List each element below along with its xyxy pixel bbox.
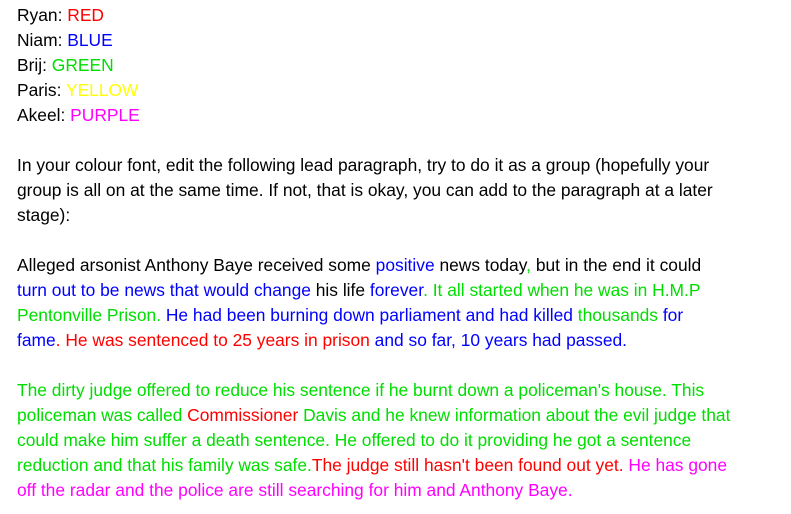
text-run: The dirty judge offered to reduce his sentence if he burnt down a policeman's house. This [17,380,705,400]
text-run: news today [434,255,527,275]
text-run: positive [375,255,435,275]
student-name: Ryan: [17,5,68,25]
assigned-colour: BLUE [67,30,113,50]
paragraph-line [17,253,777,278]
student-name: Paris: [17,80,66,100]
paragraph-line [17,403,777,428]
text-run: . He was sentenced to 25 years in prison [55,330,370,350]
text-run: thousands [577,305,659,325]
text-run: The judge still hasn't been found out yet. [311,455,624,475]
assigned-colour: RED [67,5,104,25]
instruction-line: stage): [17,205,71,225]
text-run: policeman was called [17,405,188,425]
text-run: He had been burning down parliament and had killed [165,305,578,325]
text-run: . It all started when he was in H.M.P [423,280,701,300]
student-name: Brij: [17,55,52,75]
paragraph-line [17,428,777,453]
assignment-line [17,103,777,128]
second-paragraph [17,378,777,503]
assigned-colour: YELLOW [65,80,139,100]
color-assignments [17,3,777,128]
text-run: but in the end it could [530,255,702,275]
paragraph-line [17,278,777,303]
assignment-line [17,53,777,78]
paragraph-line [17,378,777,403]
text-run: He has gone [623,455,728,475]
assignment-line [17,78,777,103]
assigned-colour: GREEN [51,55,114,75]
text-run: off the radar and the police are still searching for him and Anthony Baye. [17,480,573,500]
instructions-paragraph [17,153,777,228]
paragraph-line [17,478,777,503]
instruction-line: In your colour font, edit the following lead paragraph, try to do it as a group (hopefully your [17,155,710,175]
text-run: fame [17,330,56,350]
assigned-colour: PURPLE [70,105,140,125]
text-run: Alleged arsonist Anthony Baye received some [17,255,376,275]
student-name: Niam: [17,30,68,50]
instruction-line: group is all on at the same time. If not, that is okay, you can add to the paragraph at a later [17,180,713,200]
text-run: for [658,305,684,325]
text-run: Pentonville Prison. [17,305,166,325]
text-run: forever [369,280,424,300]
text-run: Commissioner [187,405,299,425]
assignment-line [17,3,777,28]
student-name: Akeel: [17,105,71,125]
paragraph-line [17,453,777,478]
paragraph-line [17,303,777,328]
lead-paragraph [17,253,777,353]
text-run: Davis and he knew information about the evil judge that [298,405,731,425]
text-run: turn out to be news that would change [17,280,311,300]
text-run: could make him suffer a death sentence. He offered to do it providing he got a sentence [17,430,692,450]
assignment-line [17,28,777,53]
text-run: and so far, 10 years had passed. [369,330,628,350]
text-run: his life [310,280,370,300]
text-run: reduction and that his family was safe. [17,455,312,475]
paragraph-line [17,328,777,353]
text-run: , [526,255,531,275]
